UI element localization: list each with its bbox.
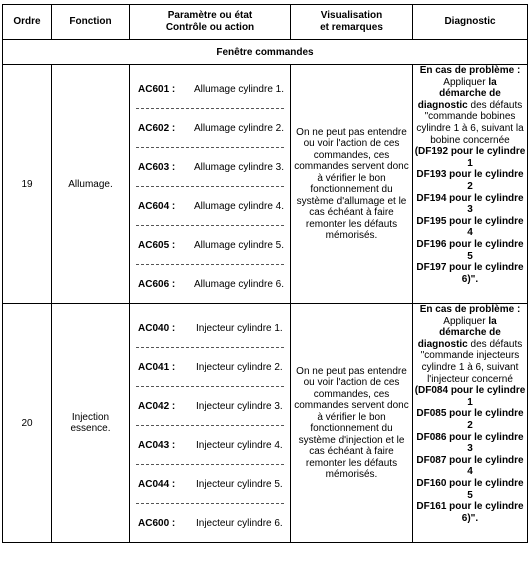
diag-code: DF197 pour le cylindre 6 (416, 262, 524, 285)
param-label: Injecteur cylindre 2. (196, 361, 283, 373)
diag-la: la (488, 315, 497, 327)
section-title: Fenêtre commandes (3, 40, 528, 65)
row-ordre: 19 (3, 65, 52, 304)
diag-open: ( (414, 146, 419, 158)
diag-code: DF194 pour le cylindre 3 (416, 192, 524, 216)
commands-table (2, 4, 528, 543)
param-code: AC606 : (138, 278, 176, 290)
diag-code: DF196 pour le cylindre 5 (416, 238, 524, 262)
param-label: Allumage cylindre 4. (193, 200, 284, 212)
param-item (136, 309, 284, 348)
row-params (130, 65, 291, 304)
param-label: Allumage cylindre 3. (193, 161, 284, 173)
param-item (136, 426, 284, 465)
row-fonction (52, 304, 130, 543)
param-item (136, 109, 284, 148)
header-parametre (130, 5, 291, 40)
header-diagnostic: Diagnostic (413, 5, 528, 40)
param-item (136, 504, 284, 542)
diag-des: des (470, 338, 487, 350)
row-visualisation: On ne peut pas entendre ou voir l'action de ces commandes, ces commandes servent donc à vérifier le bon fonctionnement du système d'injection et le cas échéant à faire remonter les défauts mémorisés. (291, 304, 413, 543)
param-code: AC041 : (138, 361, 176, 373)
diag-code: DF161 pour le cylindre 6 (416, 501, 524, 524)
param-item (136, 70, 284, 109)
param-item (136, 387, 284, 426)
diag-code: DF192 pour le cylindre 1 (418, 146, 526, 169)
param-code: AC602 : (138, 122, 176, 134)
diag-open: ( (414, 385, 419, 397)
param-code: AC605 : (138, 239, 176, 251)
header-visualisation-line2: et remarques (320, 22, 383, 33)
param-code: AC043 : (138, 439, 176, 451)
param-code: AC040 : (138, 322, 176, 334)
header-visualisation (291, 5, 413, 40)
diag-demarche: démarche de (439, 327, 501, 339)
param-label: Injecteur cylindre 4. (196, 439, 283, 451)
diag-intro: En cas de problème : (419, 65, 521, 76)
param-item (136, 187, 284, 226)
param-label: Allumage cylindre 1. (193, 83, 284, 95)
table-row-20 (3, 304, 528, 543)
param-code: AC044 : (138, 478, 176, 490)
row-fonction-line1: Injection (71, 412, 110, 423)
diag-intro: En cas de problème : (419, 304, 521, 315)
diag-des: des (470, 99, 487, 111)
header-visualisation-line1: Visualisation (320, 10, 383, 21)
diag-code: DF087 pour le cylindre 4 (416, 454, 524, 478)
diag-code: DF160 pour le cylindre 5 (416, 477, 524, 501)
param-label: Allumage cylindre 2. (193, 122, 284, 134)
diag-close: )". (467, 273, 479, 285)
section-row (3, 40, 528, 65)
param-item (136, 226, 284, 265)
diag-appliquer: Appliquer (443, 315, 486, 327)
diag-close: )". (467, 512, 479, 524)
param-label: Injecteur cylindre 1. (196, 322, 283, 334)
header-ordre: Ordre (3, 5, 52, 40)
header-row (3, 5, 528, 40)
diag-diagnostic-word: diagnostic (417, 99, 468, 111)
row-fonction: Allumage. (52, 65, 130, 304)
param-code: AC600 : (138, 517, 176, 529)
row-diagnostic (413, 304, 528, 543)
header-fonction: Fonction (52, 5, 130, 40)
diag-code: DF195 pour le cylindre 4 (416, 215, 524, 239)
diag-code: DF086 pour le cylindre 3 (416, 431, 524, 455)
diag-code: DF084 pour le cylindre 1 (418, 385, 526, 408)
param-code: AC604 : (138, 200, 176, 212)
diag-demarche: démarche de (439, 88, 501, 100)
row-visualisation: On ne peut pas entendre ou voir l'action de ces commandes, ces commandes servent donc à vérifier le bon fonctionnement du système d'allumage et le cas échéant à faire remonter les défauts mémorisés. (291, 65, 413, 304)
diag-la: la (488, 76, 497, 88)
param-item (136, 348, 284, 387)
header-parametre-line1: Paramètre ou état (167, 10, 253, 21)
param-label: Allumage cylindre 6. (193, 278, 284, 290)
param-label: Injecteur cylindre 3. (196, 400, 283, 412)
param-code: AC042 : (138, 400, 176, 412)
row-params (130, 304, 291, 543)
row-diagnostic (413, 65, 528, 304)
diag-text: défauts "commande bobines cylindre 1 à 6, suivant la bobine concernée (416, 99, 524, 146)
param-label: Allumage cylindre 5. (193, 239, 284, 251)
diag-diagnostic-word: diagnostic (417, 338, 468, 350)
row-ordre: 20 (3, 304, 52, 543)
param-item (136, 465, 284, 504)
param-label: Injecteur cylindre 5. (196, 478, 283, 490)
diag-code: DF193 pour le cylindre 2 (416, 169, 524, 192)
param-label: Injecteur cylindre 6. (196, 517, 283, 529)
header-parametre-line2: Contrôle ou action (165, 22, 255, 33)
param-item (136, 265, 284, 303)
table-row-19 (3, 65, 528, 304)
diag-appliquer: Appliquer (443, 76, 486, 88)
param-item (136, 148, 284, 187)
row-fonction-line2: essence. (70, 423, 111, 434)
diag-text: défauts "commande injecteurs cylindre 1 à 6, suivant l'injecteur concerné (420, 338, 523, 385)
param-code: AC601 : (138, 83, 176, 95)
diag-code: DF085 pour le cylindre 2 (416, 408, 524, 431)
param-code: AC603 : (138, 161, 176, 173)
